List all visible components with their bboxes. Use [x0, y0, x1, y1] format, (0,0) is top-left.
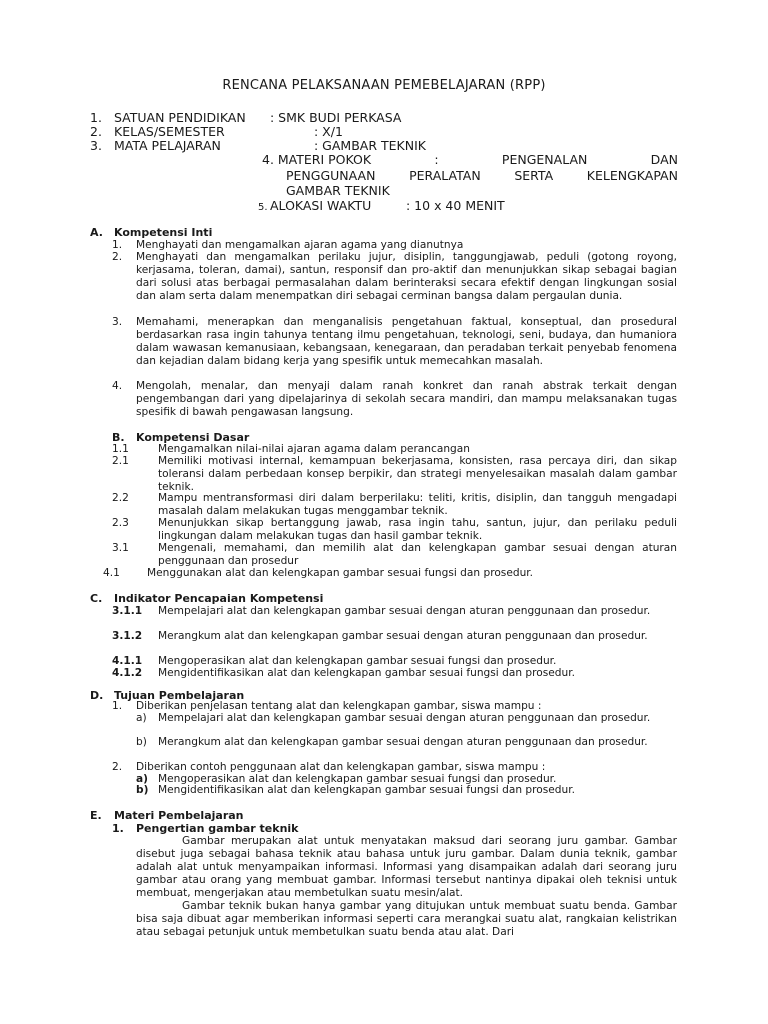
list-item — [112, 316, 677, 368]
section-letter: B. — [112, 431, 125, 444]
header-row-value: : SMK BUDI PERKASA — [270, 110, 402, 125]
list-number: a) — [136, 712, 147, 724]
header-row-satuan — [90, 111, 690, 125]
header-row-value: : X/1 — [314, 124, 343, 139]
list-text: Merangkum alat dan kelengkapan gambar sesuai dengan aturan penggunaan dan prosedur. — [158, 736, 648, 748]
list-number: b) — [136, 736, 147, 748]
list-text: Menggunakan alat dan kelengkapan gambar sesuai fungsi dan prosedur. — [147, 567, 534, 579]
list-number: 1. — [112, 239, 123, 251]
materi-word: PERALATAN — [409, 167, 481, 183]
list-number: 2. — [112, 761, 123, 773]
materi-pokok-line — [262, 168, 678, 184]
list-text: Menghayati dan mengamalkan ajaran agama yang dianutnya — [136, 239, 464, 251]
materi-word: PENGGUNAAN — [286, 167, 376, 183]
header-row-label: SATUAN PENDIDIKAN — [114, 110, 246, 125]
subsection-number: 1. — [112, 822, 124, 835]
subsection-heading — [112, 822, 299, 835]
list-item — [112, 630, 677, 643]
list-item — [103, 567, 677, 580]
list-item — [136, 712, 677, 725]
list-item — [112, 380, 677, 419]
list-number: b) — [136, 784, 149, 796]
paragraph: Gambar teknik bukan hanya gambar yang ditujukan untuk membuat suatu benda. Gambar bisa saja dibuat agar memberikan informasi seperti cara merangkai suatu alat, rangkaian kelistrikan atau sebagai petunjuk untuk membetulkan suatu benda atau alat. Dari — [136, 900, 677, 938]
list-text: Mempelajari alat dan kelengkapan gambar sesuai dengan aturan penggunaan dan prosedur. — [158, 605, 651, 617]
list-text: Mengoperasikan alat dan kelengkapan gambar sesuai fungsi dan prosedur. — [158, 773, 557, 785]
list-item — [112, 492, 677, 518]
list-item — [112, 605, 677, 618]
materi-pokok-line — [262, 183, 678, 199]
section-title: Tujuan Pembelajaran — [114, 689, 245, 702]
section-title: Kompetensi Inti — [114, 226, 213, 239]
list-item — [112, 455, 677, 494]
list-text: Menunjukkan sikap bertanggung jawab, rasa ingin tahu, santun, jujur, dan perilaku peduli lingkungan dalam melakukan tugas dan hasil gambar teknik. — [158, 517, 677, 542]
header-row-mapel — [90, 139, 690, 153]
list-text: Mengoperasikan alat dan kelengkapan gambar sesuai fungsi dan prosedur. — [158, 655, 557, 667]
list-text: Menghayati dan mengamalkan perilaku jujur, disiplin, tanggungjawab, peduli (gotong royong, kerjasama, toleran, damai), santun, responsif dan pro-aktif dan menunjukkan sikap sebagai bagian dari solusi atas berbagai permasalahan dalam berinteraksi secara efektif dengan lingkungan sosial dan alam serta dalam menempatkan diri sebagai cerminan bangsa dalam pergaulan dunia. — [136, 251, 677, 302]
materi-word: KELENGKAPAN — [586, 167, 678, 183]
header-row-label: ALOKASI WAKTU — [270, 198, 372, 213]
section-letter: C. — [90, 592, 103, 605]
section-letter: A. — [90, 226, 103, 239]
list-text: Diberikan contoh penggunaan alat dan kelengkapan gambar, siswa mampu : — [136, 761, 546, 773]
materi-colon: : — [434, 152, 439, 167]
list-number: a) — [136, 773, 148, 785]
list-text: Mengolah, menalar, dan menyaji dalam ranah konkret dan ranah abstrak terkait dengan pengembangan dari yang dipelajarinya di sekolah secara mandiri, dan mampu melaksanakan tugas spesifik di bawah pengawasan langsung. — [136, 380, 677, 418]
list-number: 2.1 — [112, 455, 129, 467]
list-number: 4.1.1 — [112, 655, 143, 667]
list-item — [136, 736, 677, 749]
materi-word: DAN — [650, 152, 678, 167]
list-text: Mengidentifikasikan alat dan kelengkapan gambar sesuai fungsi dan prosedur. — [158, 667, 575, 679]
list-item — [136, 784, 677, 797]
list-number: 3. — [112, 316, 123, 328]
header-row-value: : 10 x 40 MENIT — [406, 198, 505, 213]
list-text: Memahami, menerapkan dan menganalisis pengetahuan faktual, konseptual, dan prosedural berdasarkan rasa ingin tahunya tentang ilmu pengetahuan, teknologi, seni, budaya, dan humaniora dalam wawasan kemanusiaan, kebangsaan, kenegaraan, dan peradaban terkait penyebab fenomena dan kejadian dalam bidang kerja yang spesifik untuk memecahkan masalah. — [136, 316, 677, 367]
list-text: Mengamalkan nilai-nilai ajaran agama dalam perancangan — [158, 443, 470, 455]
section-title: Kompetensi Dasar — [136, 431, 250, 444]
list-number: 2. — [112, 251, 123, 263]
list-item — [112, 517, 677, 543]
list-text: Memiliki motivasi internal, kemampuan bekerjasama, konsisten, rasa percaya diri, dan sikap toleransi dalam perbedaan konsep berpikir, dan strategi menyelesaikan masalah dalam gambar teknik. — [158, 455, 677, 493]
section-title: Materi Pembelajaran — [114, 809, 244, 822]
header-row-label: KELAS/SEMESTER — [114, 124, 225, 139]
list-number: 3.1 — [112, 542, 129, 554]
list-item — [112, 542, 677, 568]
header-row-label: MATA PELAJARAN — [114, 138, 221, 153]
paragraph: Gambar merupakan alat untuk menyatakan maksud dari seorang juru gambar. Gambar disebut juga sebagai bahasa teknik atau bahasa untuk juru gambar. Dalam dunia teknik, gambar adalah alat untuk menyampaikan informasi. Informasi yang disampaikan adalah dari seorang juru gambar atau orang yang membuat gambar. Informasi tersebut nantinya dipakai oleh teknisi untuk membuat, mengerjakan atau membetulkan suatu mesin/alat. — [136, 835, 677, 899]
header-row-kelas — [90, 125, 690, 139]
document-title: RENCANA PELAKSANAAN PEMEBELAJARAN (RPP) — [222, 78, 546, 93]
materi-label: 4. MATERI POKOK — [262, 152, 372, 167]
list-text: Mampu mentransformasi diri dalam berperilaku: teliti, kritis, disiplin, dan tangguh mengadapi masalah dalam melakukan tugas menggambar teknik. — [158, 492, 677, 517]
list-item — [112, 251, 677, 303]
section-a-heading — [90, 226, 212, 239]
materi-pokok-line — [262, 152, 678, 168]
header-row-number: 3. — [90, 138, 102, 153]
section-c-heading — [90, 592, 323, 605]
list-text: Mengidentifikasikan alat dan kelengkapan gambar sesuai fungsi dan prosedur. — [158, 784, 575, 796]
materi-word: SERTA — [514, 167, 554, 183]
subsection-title: Pengertian gambar teknik — [136, 822, 299, 835]
section-letter: D. — [90, 689, 104, 702]
list-number: 1. — [112, 700, 123, 712]
section-letter: E. — [90, 809, 102, 822]
list-number: 2.2 — [112, 492, 129, 504]
materi-word: PENGENALAN — [501, 152, 588, 167]
list-number: 4.1.2 — [112, 667, 143, 679]
list-number: 4.1 — [103, 567, 120, 579]
list-number: 3.1.1 — [112, 605, 143, 617]
list-text: Merangkum alat dan kelengkapan gambar sesuai dengan aturan penggunaan dan prosedur. — [158, 630, 648, 642]
materi-word: GAMBAR TEKNIK — [286, 183, 390, 198]
header-row-number: 2. — [90, 124, 102, 139]
list-text: Mengenali, memahami, dan memilih alat dan kelengkapan gambar sesuai dengan aturan penggunaan dan prosedur — [158, 542, 677, 567]
list-number: 3.1.2 — [112, 630, 143, 642]
list-item — [112, 667, 677, 680]
list-number: 4. — [112, 380, 123, 392]
list-number: 1.1 — [112, 443, 129, 455]
list-number: 2.3 — [112, 517, 129, 529]
materi-pokok-block — [262, 152, 678, 199]
section-title: Indikator Pencapaian Kompetensi — [114, 592, 324, 605]
header-row-number: 1. — [90, 110, 102, 125]
list-text: Mempelajari alat dan kelengkapan gambar sesuai dengan aturan penggunaan dan prosedur. — [158, 712, 651, 724]
header-row-alokasi — [258, 199, 688, 213]
section-e-heading — [90, 809, 244, 822]
list-text: Diberikan penjelasan tentang alat dan kelengkapan gambar, siswa mampu : — [136, 700, 542, 712]
header-row-value: : GAMBAR TEKNIK — [314, 138, 426, 153]
header-row-number: 5. — [258, 202, 268, 213]
